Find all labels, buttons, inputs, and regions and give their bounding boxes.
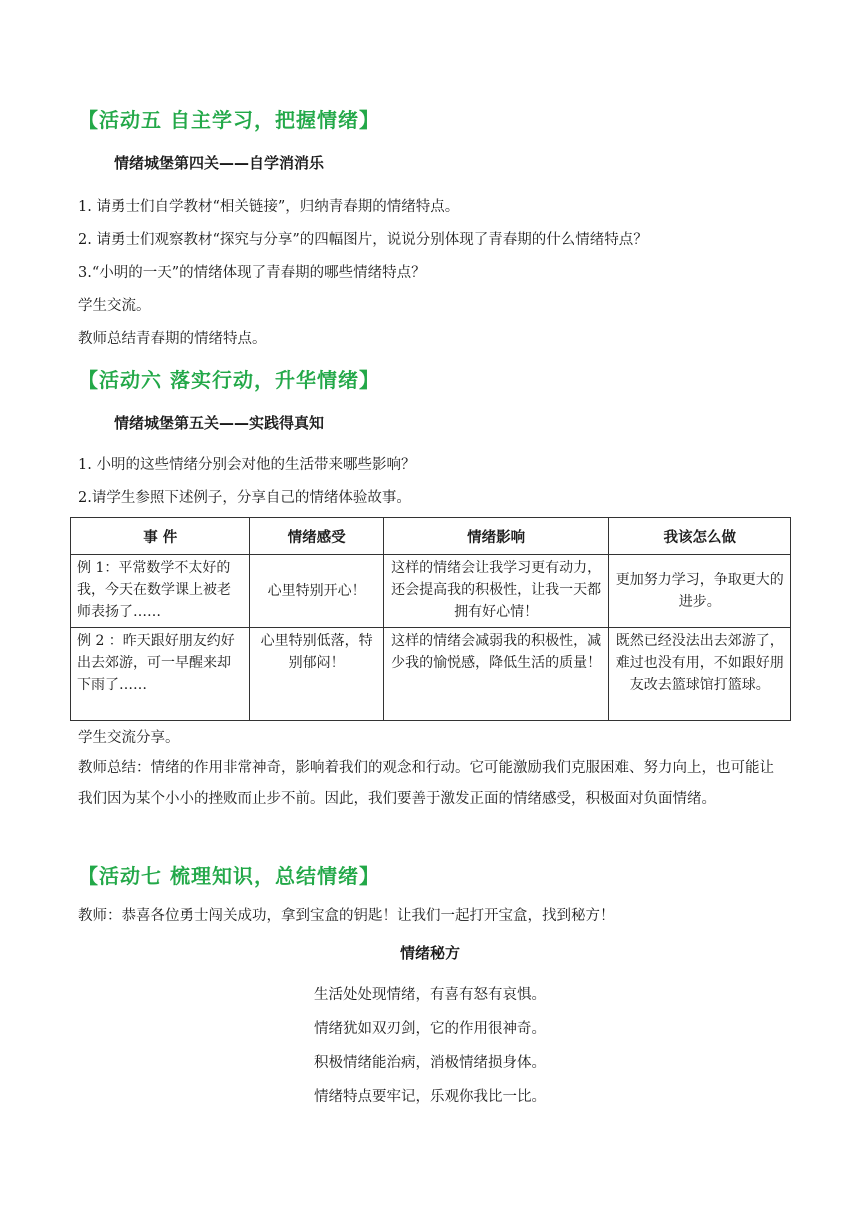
activity6-line-1: 1. 小明的这些情绪分别会对他的生活带来哪些影响？	[78, 457, 416, 473]
table-cell: 更加努力学习，争取更大的进步。	[609, 555, 791, 628]
activity5-line-1: 1. 请勇士们自学教材“相关链接”，归纳青春期的情绪特点。	[78, 199, 460, 215]
table-header: 情绪感受	[250, 518, 383, 555]
poem-line-1: 生活处处现情绪，有喜有怒有哀惧。	[314, 987, 546, 1003]
poem-line-3: 积极情绪能治病，消极情绪损身体。	[314, 1055, 546, 1071]
activity6-title: 【活动六 落实行动，升华情绪】	[78, 368, 380, 392]
teacher-summary: 教师总结：情绪的作用非常神奇，影响着我们的观念和行动。它可能激励我们克服困难、努力向上，也可能让我们因为某个小小的挫败而止步不前。因此，我们要善于激发正面的情绪感受，积极面对负面情绪。	[78, 760, 774, 807]
activity6-subtitle: 情绪城堡第五关——实践得真知	[114, 414, 325, 432]
table-header: 事 件	[71, 518, 250, 555]
activity5-subtitle: 情绪城堡第四关——自学消消乐	[114, 154, 325, 172]
table-header: 情绪影响	[383, 518, 609, 555]
table-cell: 心里特别开心！	[250, 555, 383, 628]
activity5-line-4: 学生交流。	[78, 298, 151, 314]
activity7-teacher-line: 教师：恭喜各位勇士闯关成功，拿到宝盒的钥匙！让我们一起打开宝盒，找到秘方！	[78, 908, 615, 924]
table-cell: 例 1：平常数学不太好的我，今天在数学课上被老师表扬了……	[71, 555, 250, 628]
poem-line-4: 情绪特点要牢记，乐观你我比一比。	[314, 1089, 546, 1105]
activity5-line-5: 教师总结青春期的情绪特点。	[78, 331, 267, 347]
activity5-line-3: 3.“小明的一天”的情绪体现了青春期的哪些情绪特点？	[78, 265, 426, 281]
poem-line-2: 情绪犹如双刃剑，它的作用很神奇。	[314, 1021, 546, 1037]
table-cell: 这样的情绪会减弱我的积极性，减少我的愉悦感，降低生活的质量！	[383, 628, 609, 721]
table-row	[71, 555, 791, 628]
table-header: 我该怎么做	[609, 518, 791, 555]
table-cell: 例 2 ：昨天跟好朋友约好出去郊游，可一早醒来却下雨了……	[71, 628, 250, 721]
table-cell: 心里特别低落，特别郁闷！	[250, 628, 383, 721]
table-header-row	[71, 518, 791, 555]
emotion-table	[70, 517, 791, 721]
poem-title: 情绪秘方	[399, 944, 460, 962]
activity5-line-2: 2. 请勇士们观察教材“探究与分享”的四幅图片，说说分别体现了青春期的什么情绪特点？	[78, 232, 648, 248]
table-cell: 这样的情绪会让我学习更有动力，还会提高我的积极性，让我一天都拥有好心情！	[383, 555, 609, 628]
activity5-title: 【活动五 自主学习，把握情绪】	[78, 108, 380, 132]
activity7-title: 【活动七 梳理知识，总结情绪】	[78, 864, 380, 888]
table-row	[71, 628, 791, 721]
activity6-line-2: 2.请学生参照下述例子，分享自己的情绪体验故事。	[78, 490, 411, 506]
after-table-line: 学生交流分享。	[78, 730, 180, 746]
table-cell: 既然已经没法出去郊游了，难过也没有用，不如跟好朋友改去篮球馆打篮球。	[609, 628, 791, 721]
